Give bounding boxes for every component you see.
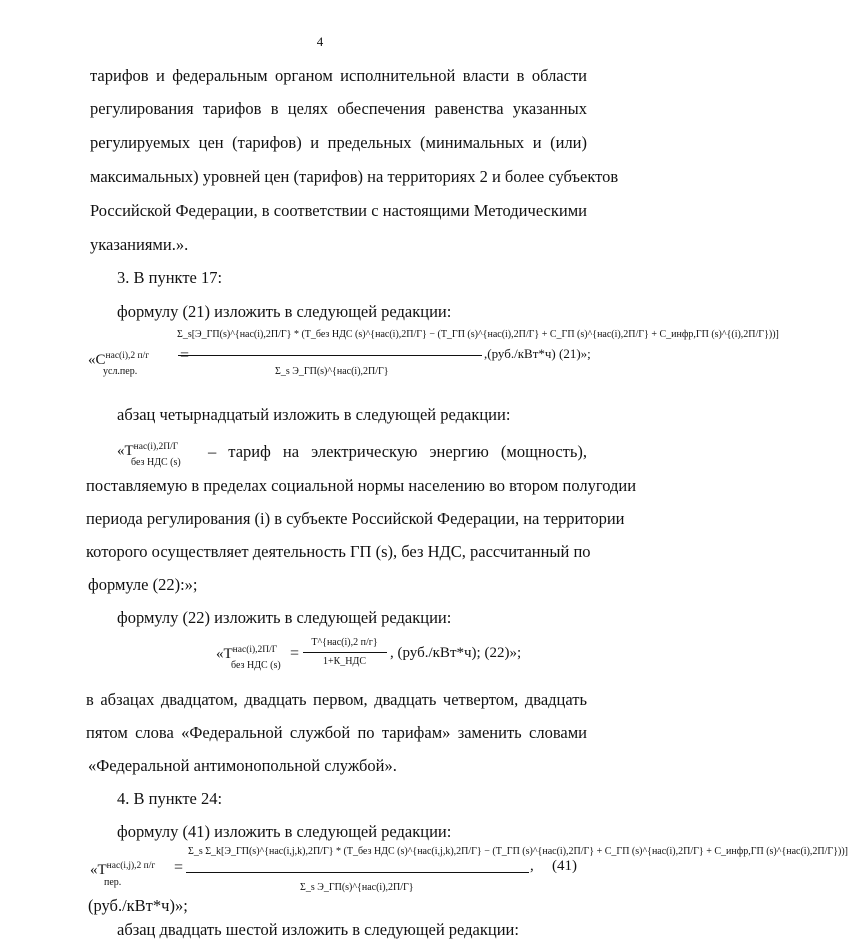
text-line: указаниями.». <box>90 235 189 254</box>
formula-22-tail: , (руб./кВт*ч); (22)»; <box>390 645 522 661</box>
formula-41-number: (41) <box>552 858 577 874</box>
text-line: регулирования тарифов в целях обеспечения равенства указанных <box>90 99 587 118</box>
text-line: формулу (41) изложить в следующей редакции: <box>117 822 452 841</box>
page-number: 4 <box>316 34 324 49</box>
formula-41-eq: = <box>174 859 184 876</box>
inline-tariff-term-sub: без НДС (s) <box>131 457 181 468</box>
text-line: которого осуществляет деятельность ГП (s), без НДС, рассчитанный по <box>86 542 591 561</box>
text-line: «Федеральной антимонопольной службой». <box>88 756 397 775</box>
text-line: тарифов и федеральным органом исполнительной власти в области <box>90 66 587 85</box>
text-line: максимальных) уровней цен (тарифов) на территориях 2 и более субъектов <box>90 167 619 186</box>
text-line: пятом слова «Федеральной службой по тарифам» заменить словами <box>86 723 587 742</box>
text-line: Российской Федерации, в соответствии с настоящими Методическими <box>90 201 587 220</box>
section-heading: 3. В пункте 17: <box>117 268 223 287</box>
text-line: в абзацах двадцатом, двадцать первом, двадцать четвертом, двадцать <box>86 690 587 709</box>
text-line: периода регулирования (i) в субъекте Российской Федерации, на территории <box>86 509 625 528</box>
text-line: формулу (22) изложить в следующей редакции: <box>117 608 452 627</box>
text-line: – тариф на электрическую энергию (мощность), <box>208 442 587 461</box>
formula-22-lhs-sub: без НДС (s) <box>231 660 281 671</box>
formula-21-tail: ,(руб./кВт*ч) (21)»; <box>484 346 591 361</box>
formula-22-denominator: 1+К_НДС <box>322 656 367 667</box>
fraction-line <box>186 872 529 873</box>
formula-41-denominator: Σ_s Э_ГП(s)^{нас(i),2П/Г} <box>300 882 414 893</box>
formula-21-lhs: «$C^{нас(i),2 п/г}$ <box>88 351 150 368</box>
text-line: абзац двадцать шестой изложить в следующей редакции: <box>117 920 519 939</box>
formula-41-numerator: Σ_s Σ_k[Э_ГП(s)^{нас(i,j,k),2П/Г} * (Т_без НДС (s)^{нас(i,j,k),2П/Г} − (Т_ГП (s)^{нас(i),2П/Г} + С_ГП (s)^{нас(i),2П/Г} + С_инфр,ГП (s)^{нас(i),2П/Г}))] <box>188 846 848 857</box>
text-line: регулируемых цен (тарифов) и предельных (минимальных и (или) <box>90 133 587 152</box>
text-line: формуле (22):»; <box>88 575 198 594</box>
formula-41-tail: , <box>530 858 534 874</box>
inline-tariff-term: «$Т^{нас(i),2П/Г}$ <box>117 442 179 459</box>
formula-22-numerator: Т^{нас(i),2 п/г} <box>311 637 378 648</box>
text-line: формулу (21) изложить в следующей редакции: <box>117 302 452 321</box>
section-heading: 4. В пункте 24: <box>117 789 223 808</box>
text-line: абзац четырнадцатый изложить в следующей редакции: <box>117 405 511 424</box>
formula-21-numerator: Σ_s[Э_ГП(s)^{нас(i),2П/Г} * (Т_без НДС (s)^{нас(i),2П/Г} − (Т_ГП (s)^{нас(i),2П/Г} + С_ГП (s)^{нас(i),2П/Г} + С_инфр,ГП (s)^{(i),2П/Г}))] <box>177 329 779 340</box>
formula-21-lhs-sub: усл.пер. <box>103 366 138 377</box>
text-line: поставляемую в пределах социальной нормы населению во втором полугодии <box>86 476 637 495</box>
formula-41-lhs-sub: пер. <box>104 877 122 888</box>
formula-21-denominator: Σ_s Э_ГП(s)^{нас(i),2П/Г} <box>275 366 389 377</box>
text-line: (руб./кВт*ч)»; <box>88 896 188 915</box>
formula-22-lhs: «$Т^{нас(i),2П/Г}$ <box>216 645 278 662</box>
formula-22-eq: = <box>290 645 300 662</box>
formula-41-lhs: «$Т^{нас(i,j),2 п/г}$ <box>90 861 156 878</box>
